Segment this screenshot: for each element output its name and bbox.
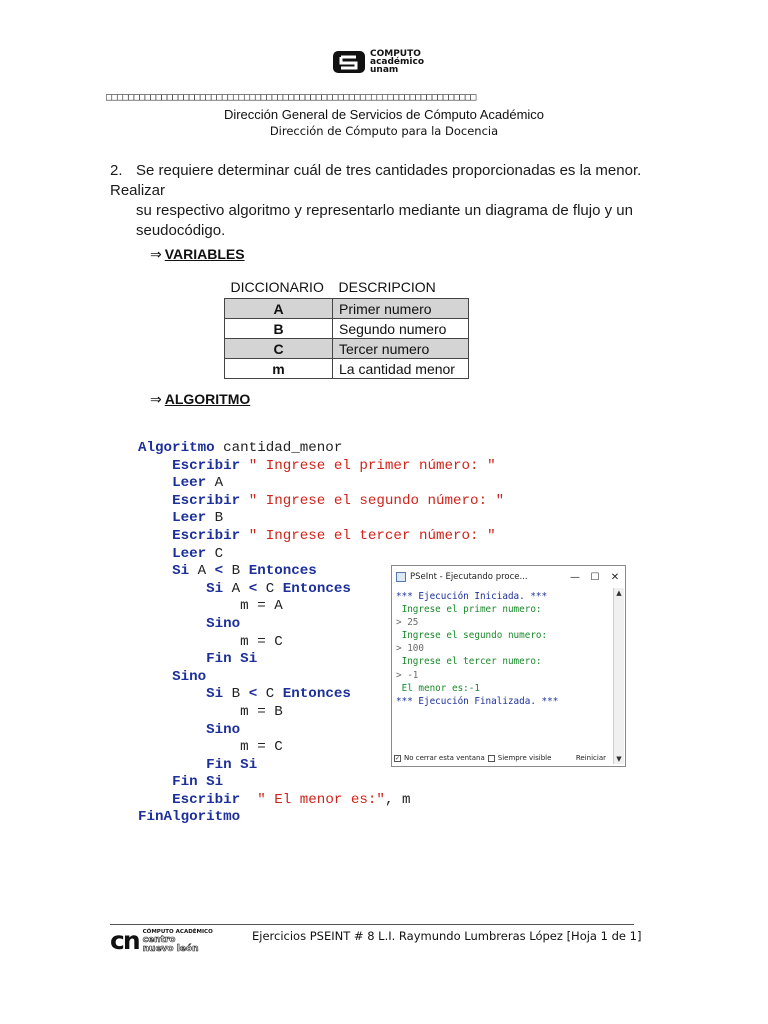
code-text: , m: [384, 791, 411, 808]
console-line: El menor es:-1: [396, 682, 480, 694]
dictionary-table: [224, 277, 469, 379]
scroll-down-icon[interactable]: ▼: [616, 755, 622, 763]
table-row: [225, 299, 469, 319]
code-text: B: [206, 510, 224, 527]
table-header-row: [225, 277, 469, 299]
code-operator: <: [248, 580, 258, 597]
window-title-bar: [392, 566, 625, 588]
code-keyword: Escribir: [172, 527, 241, 544]
window-title: PSeInt - Ejecutando proce...: [410, 572, 528, 582]
code-keyword: Algoritmo: [138, 440, 215, 456]
table-cell-key: C: [225, 339, 333, 359]
console-line: Ingrese el primer numero:: [396, 604, 542, 616]
code-text: B: [223, 563, 249, 580]
code-keyword: Escribir: [172, 457, 241, 474]
code-keyword: Entonces: [282, 580, 351, 597]
problem-statement: [110, 161, 650, 241]
code-keyword: Fin Si: [172, 774, 224, 791]
code-keyword: Sino: [172, 668, 207, 685]
table-cell-key: A: [225, 299, 333, 319]
column-header: DESCRIPCION: [338, 279, 436, 295]
code-text: m = A: [240, 598, 283, 615]
code-text: C: [257, 686, 283, 703]
console-line: *** Ejecución Iniciada. ***: [396, 591, 548, 602]
console-line: Ingrese el tercer numero:: [396, 656, 542, 668]
console-line: > -1: [396, 669, 419, 681]
code-string: " Ingrese el tercer número: ": [240, 527, 496, 544]
table-cell-desc: Segundo numero: [333, 319, 469, 339]
code-keyword: Leer: [172, 475, 207, 492]
code-string: " Ingrese el segundo número: ": [240, 492, 505, 509]
logo-line2: académico: [370, 57, 425, 67]
keep-open-label: No cerrar esta ventana: [404, 754, 485, 762]
footer-text: Ejercicios PSEINT # 8 L.I. Raymundo Lumbreras López [Hoja 1 de 1]: [252, 929, 642, 943]
window-footer: [394, 750, 610, 766]
algoritmo-heading: [150, 391, 250, 408]
footer-divider: [110, 924, 634, 925]
console-line: Ingrese el segundo numero:: [396, 630, 548, 642]
code-operator: <: [214, 563, 224, 580]
code-keyword: Sino: [206, 721, 241, 738]
code-operator: <: [248, 686, 258, 703]
cn-logo-text: [143, 929, 213, 954]
cn-logo-mark: cn: [110, 926, 139, 955]
restart-button[interactable]: Reiniciar: [575, 754, 606, 762]
code-keyword: Si: [206, 686, 224, 703]
arrow-right-icon: ⇒: [150, 246, 162, 262]
header-line-1: Dirección General de Servicios de Cómputo Académico: [223, 107, 545, 122]
cn-logo-line3: nuevo león: [142, 943, 199, 954]
table-cell-key: m: [225, 359, 333, 379]
table-row: [225, 319, 469, 339]
code-keyword: Sino: [206, 615, 241, 632]
always-visible-checkbox[interactable]: [488, 755, 495, 762]
console-output: [396, 590, 610, 750]
code-keyword: Fin Si: [206, 756, 258, 773]
header-line-2: Dirección de Cómputo para la Docencia: [269, 124, 499, 138]
computo-academico-logo: [332, 48, 472, 76]
cn-logo-line1: CÓMPUTO ACADÉMICO: [142, 928, 213, 935]
unrendered-glyphs: □□□□□□□□□□□□□□□□□□□□□□□□□□□□□□□□□□□□□□□□□□□□□□□□□□□□□□□□□□□□□□□□□□□: [106, 92, 476, 103]
table-cell-desc: Primer numero: [333, 299, 469, 319]
code-text: B: [223, 686, 249, 703]
code-text: C: [257, 580, 283, 597]
minimize-icon[interactable]: —: [570, 571, 580, 583]
table-cell-key: B: [225, 319, 333, 339]
console-line: > 100: [396, 643, 424, 655]
console-line: > 25: [396, 617, 419, 629]
code-keyword: FinAlgoritmo: [138, 809, 241, 826]
table-cell-desc: Tercer numero: [333, 339, 469, 359]
problem-line-2: su respectivo algoritmo y representarlo mediante un diagrama de flujo y un: [136, 202, 633, 219]
code-text: A: [206, 475, 224, 492]
keep-open-checkbox[interactable]: ✓: [395, 754, 401, 762]
table-row: [225, 339, 469, 359]
variables-heading: [150, 246, 245, 263]
code-text: A: [189, 563, 215, 580]
logo-words: [370, 50, 424, 74]
variables-title: VARIABLES: [164, 246, 245, 262]
maximize-icon[interactable]: ☐: [590, 571, 600, 583]
code-keyword: Si: [206, 580, 224, 597]
console-line: *** Ejecución Finalizada. ***: [396, 695, 559, 707]
pseint-window: [391, 565, 626, 767]
problem-number: 2.: [110, 162, 123, 179]
code-keyword: Entonces: [248, 563, 317, 580]
code-text: m = B: [240, 703, 283, 720]
logo-mark-icon: [332, 49, 366, 75]
code-string: " El menor es:": [240, 791, 385, 808]
code-text: A: [223, 580, 249, 597]
problem-line-3: seudocódigo.: [136, 222, 226, 239]
logo-line3: unam: [370, 65, 399, 75]
code-keyword: Entonces: [282, 686, 351, 703]
vertical-scrollbar[interactable]: [613, 588, 624, 764]
code-keyword: Escribir: [172, 492, 241, 509]
code-keyword: Escribir: [172, 791, 241, 808]
code-keyword: Leer: [172, 545, 207, 562]
code-keyword: Si: [172, 563, 190, 580]
code-keyword: Leer: [172, 510, 207, 527]
cn-logo: [110, 928, 228, 954]
code-text: cantidad_menor: [214, 440, 343, 456]
table-row: [225, 359, 469, 379]
code-string: " Ingrese el primer número: ": [240, 457, 496, 474]
code-text: m = C: [240, 633, 283, 650]
code-keyword: Fin Si: [206, 651, 258, 668]
problem-line-1: Se requiere determinar cuál de tres cantidades proporcionadas es la menor. Realizar: [110, 162, 642, 199]
code-text: C: [206, 545, 224, 562]
pseint-app-icon: [396, 572, 406, 582]
always-visible-label: Siempre visible: [497, 754, 552, 762]
arrow-right-icon: ⇒: [150, 391, 162, 407]
scroll-up-icon[interactable]: ▲: [616, 589, 622, 597]
close-icon[interactable]: ✕: [610, 571, 620, 583]
code-text: m = C: [240, 739, 283, 756]
cn-logo-line2: centro: [142, 934, 176, 945]
algoritmo-title: ALGORITMO: [164, 391, 251, 407]
table-cell-desc: La cantidad menor: [333, 359, 469, 379]
logo-line1: COMPUTO: [370, 49, 421, 59]
column-header: DICCIONARIO: [230, 279, 324, 295]
